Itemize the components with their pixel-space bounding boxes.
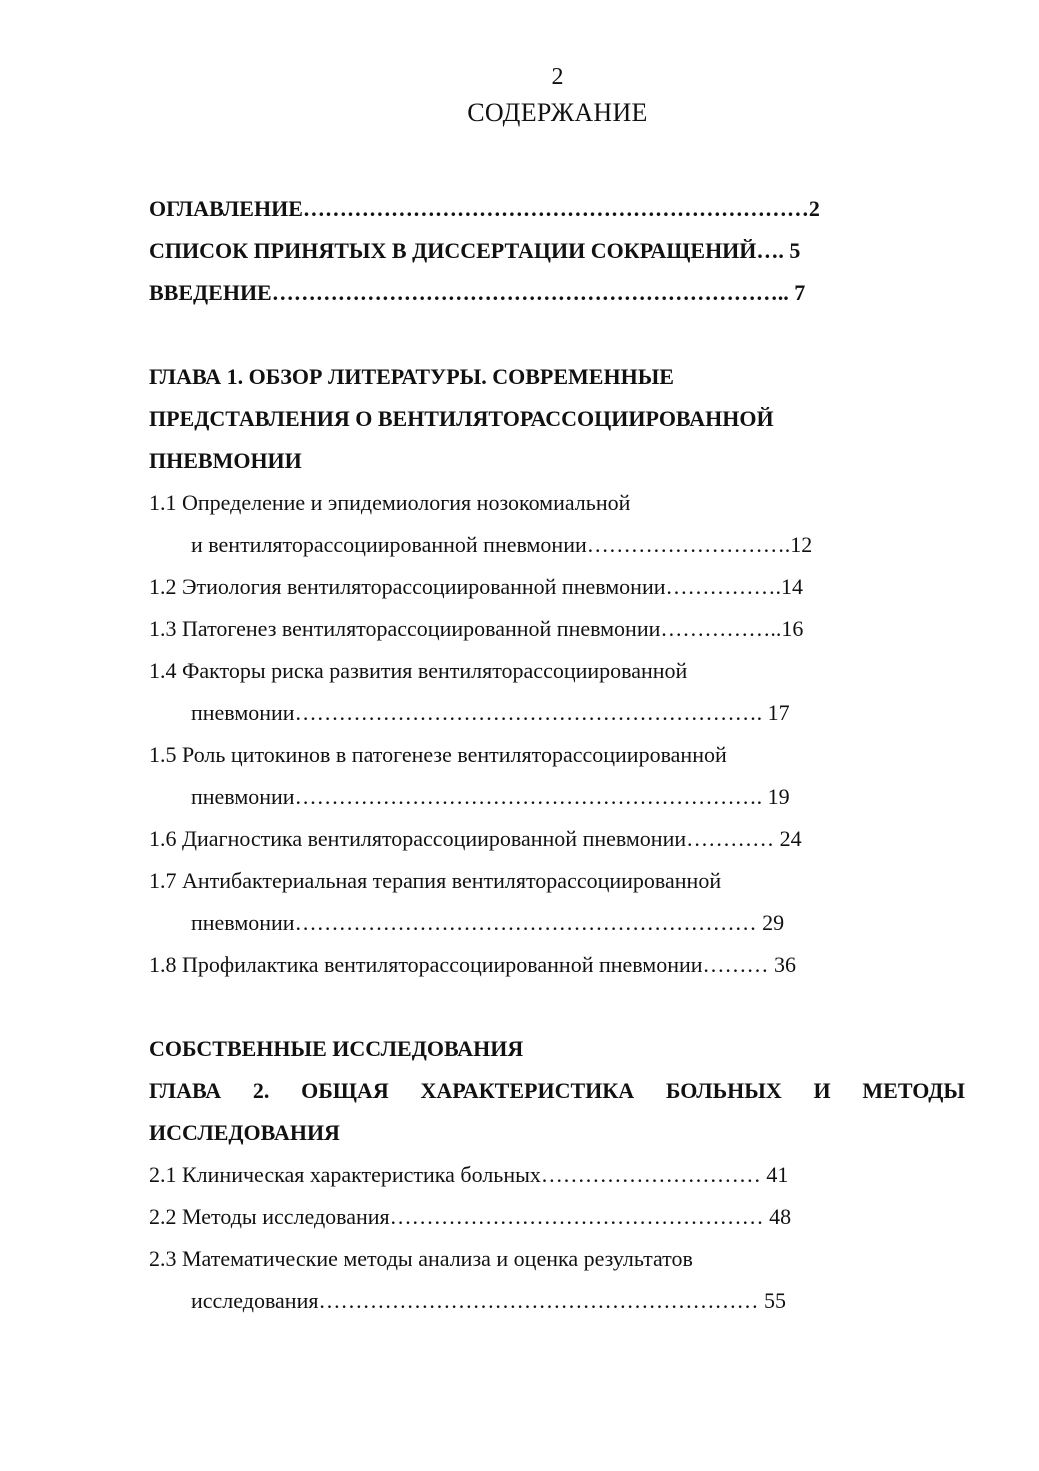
chapter2-heading-line2: ИССЛЕДОВАНИЯ bbox=[149, 1120, 340, 1145]
toc-entry-1-1-line1: 1.1 Определение и эпидемиология нозокомиальной bbox=[149, 490, 631, 515]
toc-entry-2-1: 2.1 Клиническая характеристика больных………………………… 41 bbox=[149, 1162, 789, 1187]
toc-entry-1-2: 1.2 Этиология вентиляторассоциированной пневмонии…………….14 bbox=[149, 574, 803, 599]
toc-entry-abbreviations: СПИСОК ПРИНЯТЫХ В ДИССЕРТАЦИИ СОКРАЩЕНИЙ…. 5 bbox=[149, 238, 801, 263]
toc-entry-1-1-line2: и вентиляторассоциированной пневмонии……………………….12 bbox=[191, 532, 813, 557]
toc-entry-1-8: 1.8 Профилактика вентиляторассоциированной пневмонии……… 36 bbox=[149, 952, 797, 977]
chapter2-word: БОЛЬНЫХ bbox=[665, 1078, 782, 1103]
chapter2-word: ХАРАКТЕРИСТИКА bbox=[420, 1078, 635, 1103]
page-number: 2 bbox=[551, 64, 564, 90]
chapter2-word: 2. bbox=[252, 1078, 270, 1103]
chapter1-heading-line3: ПНЕВМОНИИ bbox=[149, 448, 302, 473]
toc-entry-1-7-line1: 1.7 Антибактериальная терапия вентиляторассоциированной bbox=[149, 868, 722, 893]
toc-entry-1-6: 1.6 Диагностика вентиляторассоциированной пневмонии………… 24 bbox=[149, 826, 802, 851]
toc-entry-introduction: ВВЕДЕНИЕ…………………………………………………………….. 7 bbox=[149, 280, 806, 305]
page-title: СОДЕРЖАНИЕ bbox=[467, 98, 648, 127]
toc-entry-2-3-line2: исследования…………………………………………………… 55 bbox=[191, 1288, 786, 1313]
chapter1-heading-line2: ПРЕДСТАВЛЕНИЯ О ВЕНТИЛЯТОРАССОЦИИРОВАННОЙ bbox=[149, 406, 774, 431]
toc-entry-1-3: 1.3 Патогенез вентиляторассоциированной пневмонии……………..16 bbox=[149, 616, 804, 641]
section-own-research: СОБСТВЕННЫЕ ИССЛЕДОВАНИЯ bbox=[149, 1036, 524, 1061]
toc-entry-1-4-line1: 1.4 Факторы риска развития вентиляторассоциированной bbox=[149, 658, 688, 683]
chapter2-word: И bbox=[813, 1078, 831, 1103]
toc-entry-oglavlenie: ОГЛАВЛЕНИЕ……………………………………………………………2 bbox=[149, 196, 820, 221]
chapter2-word: ОБЩАЯ bbox=[301, 1078, 389, 1103]
toc-entry-2-3-line1: 2.3 Математические методы анализа и оценка результатов bbox=[149, 1246, 693, 1271]
chapter2-word: ГЛАВА bbox=[149, 1078, 222, 1103]
toc-entry-2-2: 2.2 Методы исследования…………………………………………… 48 bbox=[149, 1204, 792, 1229]
chapter2-word: МЕТОДЫ bbox=[862, 1078, 965, 1103]
toc-entry-1-5-line2: пневмонии………………………………………………………. 19 bbox=[191, 784, 790, 809]
chapter1-heading-line1: ГЛАВА 1. ОБЗОР ЛИТЕРАТУРЫ. СОВРЕМЕННЫЕ bbox=[149, 364, 674, 389]
toc-entry-1-4-line2: пневмонии………………………………………………………. 17 bbox=[191, 700, 790, 725]
toc-entry-1-5-line1: 1.5 Роль цитокинов в патогенезе вентиляторассоциированной bbox=[149, 742, 727, 767]
chapter2-heading-line1 bbox=[149, 1070, 965, 1112]
toc-entry-1-7-line2: пневмонии……………………………………………………… 29 bbox=[191, 910, 785, 935]
